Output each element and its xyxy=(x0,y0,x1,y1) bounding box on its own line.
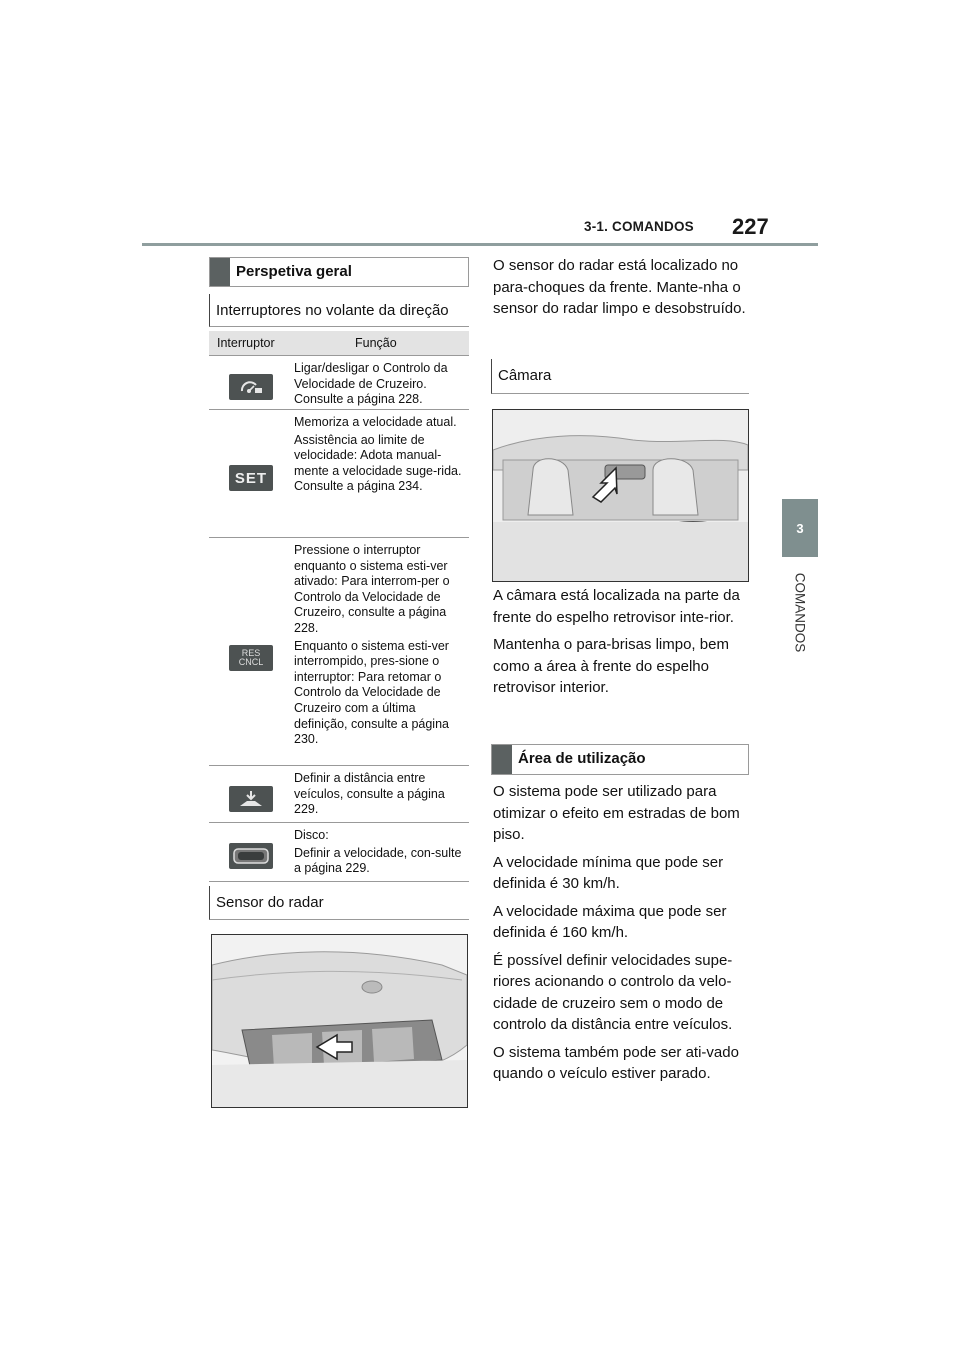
paragraph: A câmara está localizada na parte da frente do espelho retrovisor inte-rior. xyxy=(493,587,740,626)
header-rule xyxy=(142,243,818,246)
radar-sensor-subheading xyxy=(209,886,469,920)
radar-description xyxy=(493,255,755,326)
description-line: Pressione o interruptor enquanto o sistema esti-ver ativado: Para interrom-per o Controlo da Velocidade de Cruzeiro, consulte a página 228. xyxy=(294,543,450,635)
table-header-row xyxy=(209,331,469,356)
column-header-function: Função xyxy=(355,336,397,350)
description-line: Definir a velocidade, con-sulte a página 229. xyxy=(294,845,462,876)
description-line: Definir a distância entre veículos, consulte a página 229. xyxy=(294,771,445,817)
description-line: Assistência ao limite de velocidade: Adota manual-mente a velocidade suge-rida. Consulte a página 234. xyxy=(294,432,462,494)
table-row xyxy=(209,766,469,823)
column-header-switch: Interruptor xyxy=(217,336,275,350)
paragraph: O sistema também pode ser ati-vado quando o veículo estiver parado. xyxy=(493,1043,739,1082)
row-description xyxy=(294,415,466,497)
radar-sensor-illustration xyxy=(211,934,468,1108)
row-description xyxy=(294,543,466,750)
cruise-control-icon xyxy=(229,374,273,400)
description-line: Memoriza a velocidade atual. xyxy=(294,415,457,429)
overview-heading-text: Perspetiva geral xyxy=(236,263,352,280)
cncl-label: CNCL xyxy=(238,657,264,667)
table-row xyxy=(209,823,469,882)
res-label: RES xyxy=(241,648,261,658)
chapter-label-vertical xyxy=(782,565,818,665)
set-switch-label: SET xyxy=(234,469,268,487)
usage-area-heading xyxy=(491,744,749,775)
section-title: 3-1. COMANDOS xyxy=(584,219,694,234)
row-description xyxy=(294,771,466,820)
usage-area-description xyxy=(493,781,755,1091)
switch-function-table xyxy=(209,331,469,882)
paragraph: É possível definir velocidades supe-riores acionando o controlo da velo-cidade de cruzeiro sem o modo de controlo da distância entre veículos. xyxy=(493,951,733,1033)
description-line: Ligar/desligar o Controlo da Velocidade de Cruzeiro. Consulte a página 228. xyxy=(294,361,448,407)
table-row xyxy=(209,410,469,538)
radar-sensor-subheading-text: Sensor do radar xyxy=(216,894,324,911)
usage-area-heading-text: Área de utilização xyxy=(518,750,646,767)
distance-switch-icon xyxy=(229,786,273,812)
set-switch-icon xyxy=(229,465,273,491)
table-row xyxy=(209,356,469,410)
camera-subheading xyxy=(491,359,749,394)
chapter-tab: 3 xyxy=(782,499,818,557)
chapter-label: COMANDOS xyxy=(792,572,808,653)
paragraph: A velocidade mínima que pode ser definida é 30 km/h. xyxy=(493,853,724,892)
camera-illustration xyxy=(492,409,749,582)
paragraph: O sistema pode ser utilizado para otimizar o efeito em estradas de bom piso. xyxy=(493,783,740,843)
paragraph: O sensor do radar está localizado no para-choques da frente. Mante-nha o sensor do radar limpo e desobstruído. xyxy=(493,257,746,317)
steering-switches-subheading-text: Interruptores no volante da direção xyxy=(216,302,449,319)
camera-subheading-text: Câmara xyxy=(498,367,552,384)
paragraph: Mantenha o para-brisas limpo, bem como a área à frente do espelho retrovisor interior. xyxy=(493,636,729,696)
overview-heading xyxy=(209,257,469,287)
disc-dial-icon xyxy=(229,843,273,869)
paragraph: A velocidade máxima que pode ser definida é 160 km/h. xyxy=(493,902,727,941)
row-description xyxy=(294,361,466,410)
page-number: 227 xyxy=(732,214,769,239)
table-row xyxy=(209,538,469,766)
steering-switches-subheading xyxy=(209,294,469,327)
camera-description xyxy=(493,585,755,705)
description-line: Enquanto o sistema esti-ver interrompido, pres-sione o interruptor: Para retomar o Controlo da Velocidade de Cruzeiro com a última definição, consulte a página 230. xyxy=(294,638,449,747)
description-line: Disco: xyxy=(294,828,329,842)
row-description xyxy=(294,828,466,879)
res-cncl-switch-icon xyxy=(229,645,273,671)
